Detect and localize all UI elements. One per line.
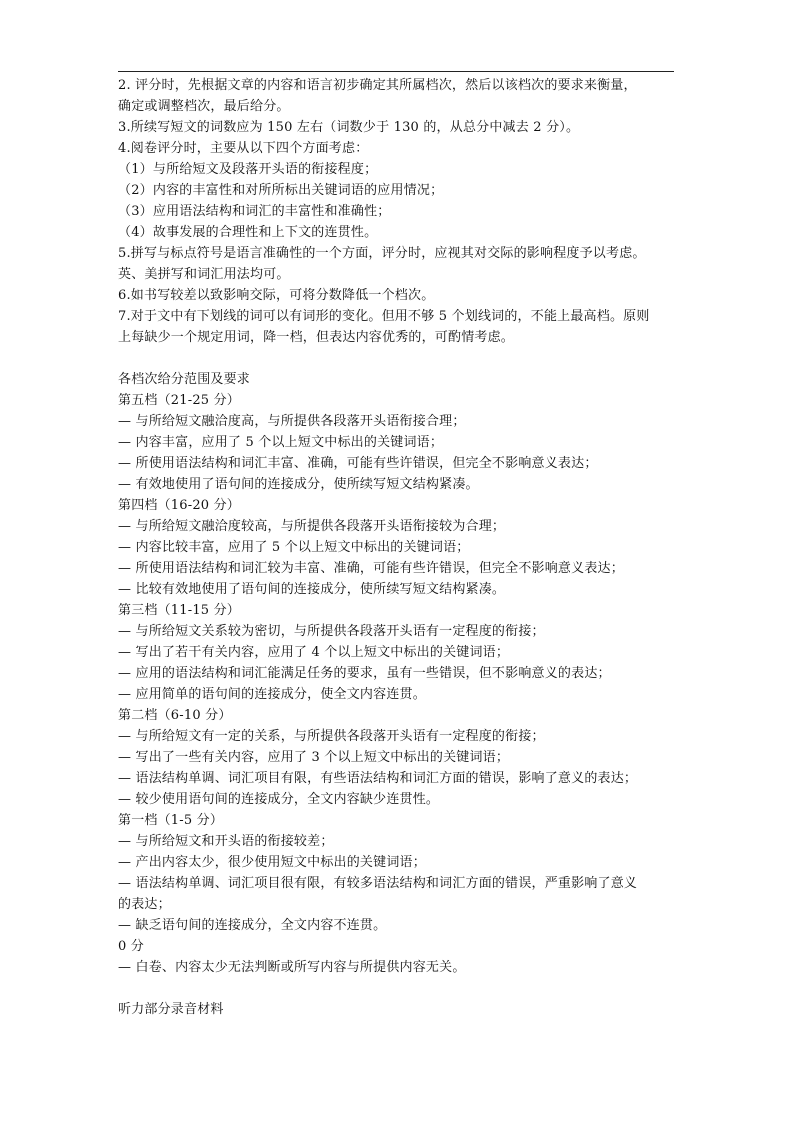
grade-0-item: — 白卷、内容太少无法判断或所写内容与所提供内容无关。 (118, 960, 466, 975)
grade-4-item: — 比较有效地使用了语句间的连接成分，使所续写短文结构紧凑。 (118, 582, 506, 597)
rule-4-item-2: （2）内容的丰富性和对所所标出关键词语的应用情况； (118, 183, 444, 198)
rule-4-item-3: （3）应用语法结构和词汇的丰富性和准确性； (118, 204, 391, 219)
grade-5-item: — 所使用语法结构和词汇丰富、准确，可能有些许错误，但完全不影响意义表达； (118, 456, 598, 471)
grade-3-item: — 应用的语法结构和词汇能满足任务的要求，虽有一些错误，但不影响意义的表达； (118, 666, 611, 681)
rule-4: 4.阅卷评分时，主要从以下四个方面考虑： (118, 141, 369, 156)
top-rule (118, 71, 674, 72)
grade-1-title: 第一档（1-5 分） (118, 813, 224, 828)
grade-1-item: — 与所给短文和开头语的衔接较差； (118, 834, 334, 849)
grade-2-item: — 语法结构单调、词汇项目有限，有些语法结构和词汇方面的错误，影响了意义的表达； (118, 771, 638, 786)
grade-5-item: — 与所给短文融洽度高，与所提供各段落开头语衔接合理； (118, 414, 466, 429)
grade-2-item: — 写出了一些有关内容，应用了 3 个以上短文中标出的关键词语； (118, 750, 510, 765)
grade-5-title: 第五档（21-25 分） (118, 393, 241, 408)
rule-3: 3.所续写短文的词数应为 150 左右（词数少于 130 的，从总分中减去 2 分）。 (118, 120, 580, 135)
grade-1-item: — 缺乏语句间的连接成分，全文内容不连贯。 (118, 918, 387, 933)
grade-0-title: 0 分 (118, 939, 145, 954)
grade-1-item: — 产出内容太少，很少使用短文中标出的关键词语； (118, 855, 426, 870)
grade-4-item: — 内容比较丰富，应用了 5 个以上短文中标出的关键词语； (118, 540, 470, 555)
rule-4-item-4: （4）故事发展的合理性和上下文的连贯性。 (118, 225, 378, 240)
grade-3-title: 第三档（11-15 分） (118, 603, 241, 618)
rule-7-line-2: 上每缺少一个规定用词，降一档，但表达内容优秀的，可酌情考虑。 (118, 330, 515, 345)
grade-3-item: — 与所给短文关系较为密切，与所提供各段落开头语有一定程度的衔接； (118, 624, 545, 639)
rule-5-line-1: 5.拼写与标点符号是语言准确性的一个方面，评分时，应视其对交际的影响程度予以考虑。 (118, 246, 646, 261)
spacer (118, 978, 678, 999)
grade-5-item: — 内容丰富，应用了 5 个以上短文中标出的关键词语； (118, 435, 444, 450)
spacer (118, 348, 678, 369)
rule-2-line-2: 确定或调整档次，最后给分。 (118, 99, 290, 114)
grade-4-item: — 与所给短文融洽度较高，与所提供各段落开头语衔接较为合理； (118, 519, 506, 534)
grade-1-item: 的表达； (118, 897, 171, 912)
grade-3-item: — 写出了若干有关内容，应用了 4 个以上短文中标出的关键词语； (118, 645, 510, 660)
rule-6: 6.如书写较差以致影响交际，可将分数降低一个档次。 (118, 288, 435, 303)
document-body (118, 75, 678, 1020)
rule-5-line-2: 英、美拼写和词汇用法均可。 (118, 267, 290, 282)
grade-2-item: — 较少使用语句间的连接成分，全文内容缺少连贯性。 (118, 792, 440, 807)
grade-4-title: 第四档（16-20 分） (118, 498, 241, 513)
rule-2-line-1: 2. 评分时，先根据文章的内容和语言初步确定其所属档次，然后以该档次的要求来衡量， (118, 78, 637, 93)
grade-4-item: — 所使用语法结构和词汇较为丰富、准确，可能有些许错误，但完全不影响意义表达； (118, 561, 624, 576)
grade-2-title: 第二档（6-10 分） (118, 708, 232, 723)
listening-section-heading: 听力部分录音材料 (118, 1002, 224, 1017)
grade-2-item: — 与所给短文有一定的关系，与所提供各段落开头语有一定程度的衔接； (118, 729, 545, 744)
rule-4-item-1: （1）与所给短文及段落开头语的衔接程度； (118, 162, 378, 177)
grades-heading: 各档次给分范围及要求 (118, 372, 251, 387)
grade-1-item: — 语法结构单调、词汇项目很有限，有较多语法结构和词汇方面的错误，严重影响了意义 (118, 876, 638, 891)
grade-5-item: — 有效地使用了语句间的连接成分，使所续写短文结构紧凑。 (118, 477, 479, 492)
rule-7-line-1: 7.对于文中有下划线的词可以有词形的变化。但用不够 5 个划线词的，不能上最高档。原则 (118, 309, 650, 324)
grade-3-item: — 应用简单的语句间的连接成分，使全文内容连贯。 (118, 687, 426, 702)
